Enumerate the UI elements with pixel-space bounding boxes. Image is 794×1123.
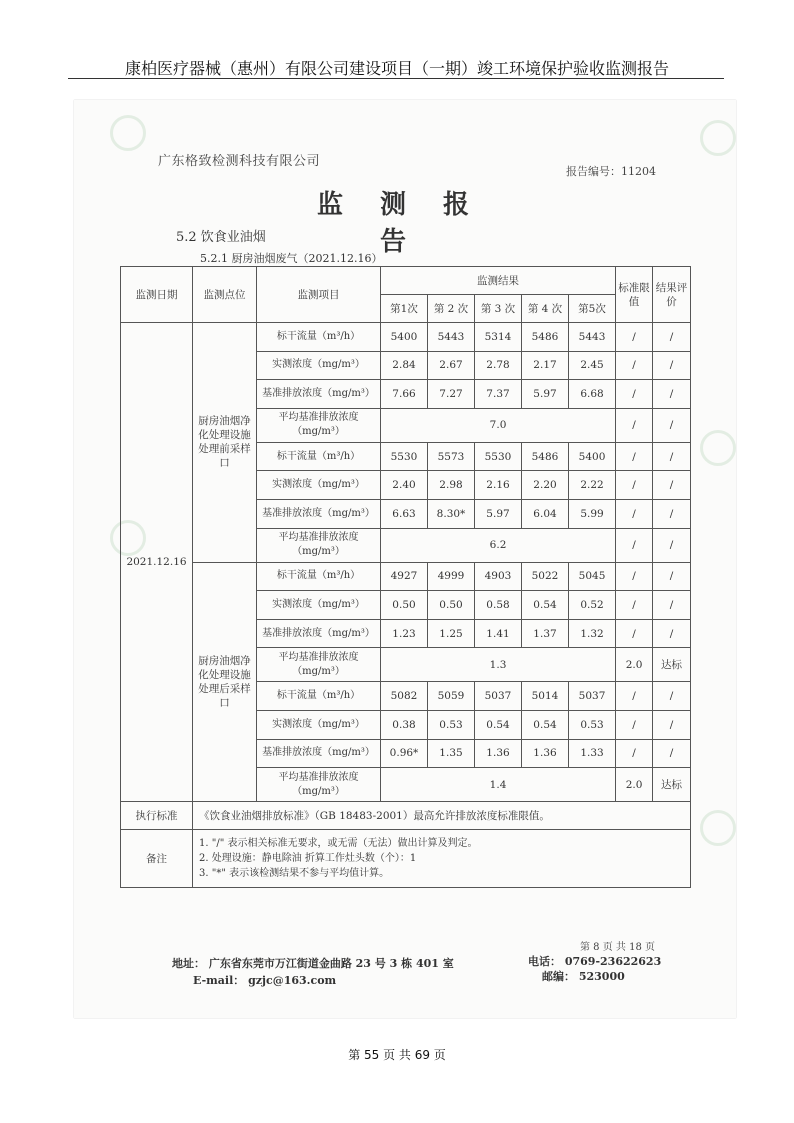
evaluation-value: / xyxy=(653,380,691,409)
cell-value: 0.38 xyxy=(381,710,428,739)
cell-value: 7.66 xyxy=(381,380,428,409)
cell-value: 2.40 xyxy=(381,471,428,500)
cell-value: 2.45 xyxy=(569,351,616,380)
item-label: 基准排放浓度（mg/m³） xyxy=(257,380,381,409)
standard-value: 2.0 xyxy=(616,768,653,802)
cell-value: 1.25 xyxy=(428,619,475,648)
cell-value: 5045 xyxy=(569,562,616,591)
standard-value: / xyxy=(616,323,653,352)
watermark-logo-icon xyxy=(700,120,736,156)
average-value: 7.0 xyxy=(381,408,616,442)
cell-value: 5400 xyxy=(381,323,428,352)
item-label: 平均基准排放浓度（mg/m³） xyxy=(257,648,381,682)
subsection-title: 5.2.1 厨房油烟废气（2021.12.16） xyxy=(200,252,383,265)
cell-value: 1.23 xyxy=(381,619,428,648)
notes-label: 备注 xyxy=(121,830,193,888)
cell-value: 8.30* xyxy=(428,499,475,528)
cell-value: 0.52 xyxy=(569,591,616,620)
evaluation-value: / xyxy=(653,471,691,500)
average-value: 6.2 xyxy=(381,528,616,562)
header-results: 监测结果 xyxy=(381,267,616,295)
item-label: 平均基准排放浓度（mg/m³） xyxy=(257,408,381,442)
header-item: 监测项目 xyxy=(257,267,381,323)
standard-value: / xyxy=(616,380,653,409)
standard-row xyxy=(121,802,691,830)
evaluation-value: 达标 xyxy=(653,768,691,802)
evaluation-value: / xyxy=(653,591,691,620)
cell-value: 5486 xyxy=(522,323,569,352)
sampling-point: 厨房油烟净化处理设施处理后采样口 xyxy=(193,562,257,802)
cell-value: 0.58 xyxy=(475,591,522,620)
note-line: 3. "*" 表示该检测结果不参与平均值计算。 xyxy=(199,868,390,880)
notes xyxy=(193,830,691,888)
cell-value: 5573 xyxy=(428,442,475,471)
evaluation-value: / xyxy=(653,710,691,739)
evaluation-value: / xyxy=(653,499,691,528)
email: E-mail： gzjc@163.com xyxy=(193,974,337,987)
header-run: 第 2 次 xyxy=(428,295,475,323)
note-line: 2. 处理设施：静电除油 折算工作灶头数（个）：1 xyxy=(199,853,417,865)
address: 地址： 广东省东莞市万江街道金曲路 23 号 3 栋 401 室 xyxy=(172,957,454,970)
cell-value: 1.36 xyxy=(522,739,569,768)
cell-value: 0.53 xyxy=(428,710,475,739)
item-label: 平均基准排放浓度（mg/m³） xyxy=(257,768,381,802)
cell-value: 1.35 xyxy=(428,739,475,768)
evaluation-value: / xyxy=(653,323,691,352)
cell-value: 5443 xyxy=(428,323,475,352)
evaluation-value: 达标 xyxy=(653,648,691,682)
standard-value: / xyxy=(616,471,653,500)
cell-value: 5.97 xyxy=(522,380,569,409)
evaluation-value: / xyxy=(653,528,691,562)
cell-value: 5486 xyxy=(522,442,569,471)
cell-value: 7.27 xyxy=(428,380,475,409)
sampling-date: 2021.12.16 xyxy=(121,323,193,802)
item-label: 实测浓度（mg/m³） xyxy=(257,710,381,739)
item-label: 标干流量（m³/h） xyxy=(257,562,381,591)
standard-value: / xyxy=(616,710,653,739)
cell-value: 2.98 xyxy=(428,471,475,500)
item-label: 基准排放浓度（mg/m³） xyxy=(257,739,381,768)
standard-value: / xyxy=(616,528,653,562)
cell-value: 5400 xyxy=(569,442,616,471)
table-row xyxy=(121,323,691,352)
cell-value: 0.50 xyxy=(381,591,428,620)
cell-value: 5.97 xyxy=(475,499,522,528)
cell-value: 4903 xyxy=(475,562,522,591)
cell-value: 5014 xyxy=(522,682,569,711)
header-evaluation: 结果评价 xyxy=(653,267,691,323)
header-run: 第 4 次 xyxy=(522,295,569,323)
section-title: 5.2 饮食业油烟 xyxy=(176,230,266,245)
cell-value: 2.20 xyxy=(522,471,569,500)
cell-value: 7.37 xyxy=(475,380,522,409)
item-label: 基准排放浓度（mg/m³） xyxy=(257,499,381,528)
standard-value: / xyxy=(616,562,653,591)
cell-value: 5037 xyxy=(569,682,616,711)
evaluation-value: / xyxy=(653,619,691,648)
cell-value: 1.37 xyxy=(522,619,569,648)
standard-value: / xyxy=(616,499,653,528)
cell-value: 5530 xyxy=(381,442,428,471)
cell-value: 5.99 xyxy=(569,499,616,528)
page-footer: 第 55 页 共 69 页 xyxy=(348,1048,446,1062)
item-label: 实测浓度（mg/m³） xyxy=(257,591,381,620)
evaluation-value: / xyxy=(653,408,691,442)
item-label: 标干流量（m³/h） xyxy=(257,442,381,471)
cell-value: 4927 xyxy=(381,562,428,591)
cell-value: 6.63 xyxy=(381,499,428,528)
notes-row xyxy=(121,830,691,888)
report-number: 报告编号：11204 xyxy=(566,165,656,178)
item-label: 标干流量（m³/h） xyxy=(257,323,381,352)
note-line: 1. "/" 表示相关标准无要求，或无需（无法）做出计算及判定。 xyxy=(199,838,478,850)
item-label: 标干流量（m³/h） xyxy=(257,682,381,711)
cell-value: 0.54 xyxy=(475,710,522,739)
cell-value: 2.16 xyxy=(475,471,522,500)
header-rule xyxy=(68,78,724,79)
company-name: 广东格致检测科技有限公司 xyxy=(158,154,321,169)
cell-value: 0.53 xyxy=(569,710,616,739)
cell-value: 0.50 xyxy=(428,591,475,620)
item-label: 平均基准排放浓度（mg/m³） xyxy=(257,528,381,562)
standard-value: / xyxy=(616,591,653,620)
standard-value: / xyxy=(616,408,653,442)
watermark-logo-icon xyxy=(700,430,736,466)
item-label: 基准排放浓度（mg/m³） xyxy=(257,619,381,648)
header-run: 第 3 次 xyxy=(475,295,522,323)
report-title: 监 测 报 告 xyxy=(316,190,484,257)
cell-value: 1.33 xyxy=(569,739,616,768)
item-label: 实测浓度（mg/m³） xyxy=(257,471,381,500)
cell-value: 6.68 xyxy=(569,380,616,409)
cell-value: 2.78 xyxy=(475,351,522,380)
cell-value: 1.36 xyxy=(475,739,522,768)
standard-value: 2.0 xyxy=(616,648,653,682)
average-value: 1.4 xyxy=(381,768,616,802)
sampling-point: 厨房油烟净化处理设施处理前采样口 xyxy=(193,323,257,563)
cell-value: 5022 xyxy=(522,562,569,591)
table-row xyxy=(121,562,691,591)
watermark-logo-icon xyxy=(110,115,146,151)
cell-value: 4999 xyxy=(428,562,475,591)
page-header: 康柏医疗器械（惠州）有限公司建设项目（一期）竣工环境保护验收监测报告 xyxy=(124,59,669,78)
monitoring-table xyxy=(120,266,691,888)
cell-value: 1.32 xyxy=(569,619,616,648)
cell-value: 0.96* xyxy=(381,739,428,768)
cell-value: 2.17 xyxy=(522,351,569,380)
cell-value: 5443 xyxy=(569,323,616,352)
inner-page-number: 第 8 页 共 18 页 xyxy=(580,942,655,953)
header-date: 监测日期 xyxy=(121,267,193,323)
cell-value: 5037 xyxy=(475,682,522,711)
cell-value: 0.54 xyxy=(522,710,569,739)
evaluation-value: / xyxy=(653,682,691,711)
header-run: 第1次 xyxy=(381,295,428,323)
cell-value: 2.67 xyxy=(428,351,475,380)
header-point: 监测点位 xyxy=(193,267,257,323)
cell-value: 6.04 xyxy=(522,499,569,528)
cell-value: 5314 xyxy=(475,323,522,352)
standard-value: / xyxy=(616,739,653,768)
header-run: 第5次 xyxy=(569,295,616,323)
average-value: 1.3 xyxy=(381,648,616,682)
standard-value: / xyxy=(616,351,653,380)
standard-text: 《饮食业油烟排放标准》（GB 18483-2001）最高允许排放浓度标准限值。 xyxy=(193,802,691,830)
cell-value: 0.54 xyxy=(522,591,569,620)
standard-value: / xyxy=(616,619,653,648)
phone: 电话： 0769-23622623 xyxy=(528,955,662,968)
cell-value: 2.22 xyxy=(569,471,616,500)
watermark-logo-icon xyxy=(700,810,736,846)
cell-value: 5530 xyxy=(475,442,522,471)
evaluation-value: / xyxy=(653,351,691,380)
standard-value: / xyxy=(616,442,653,471)
cell-value: 1.41 xyxy=(475,619,522,648)
evaluation-value: / xyxy=(653,442,691,471)
postal-code: 邮编： 523000 xyxy=(542,970,625,983)
evaluation-value: / xyxy=(653,562,691,591)
cell-value: 5082 xyxy=(381,682,428,711)
standard-label: 执行标准 xyxy=(121,802,193,830)
evaluation-value: / xyxy=(653,739,691,768)
cell-value: 2.84 xyxy=(381,351,428,380)
standard-value: / xyxy=(616,682,653,711)
item-label: 实测浓度（mg/m³） xyxy=(257,351,381,380)
header-standard: 标准限值 xyxy=(616,267,653,323)
cell-value: 5059 xyxy=(428,682,475,711)
